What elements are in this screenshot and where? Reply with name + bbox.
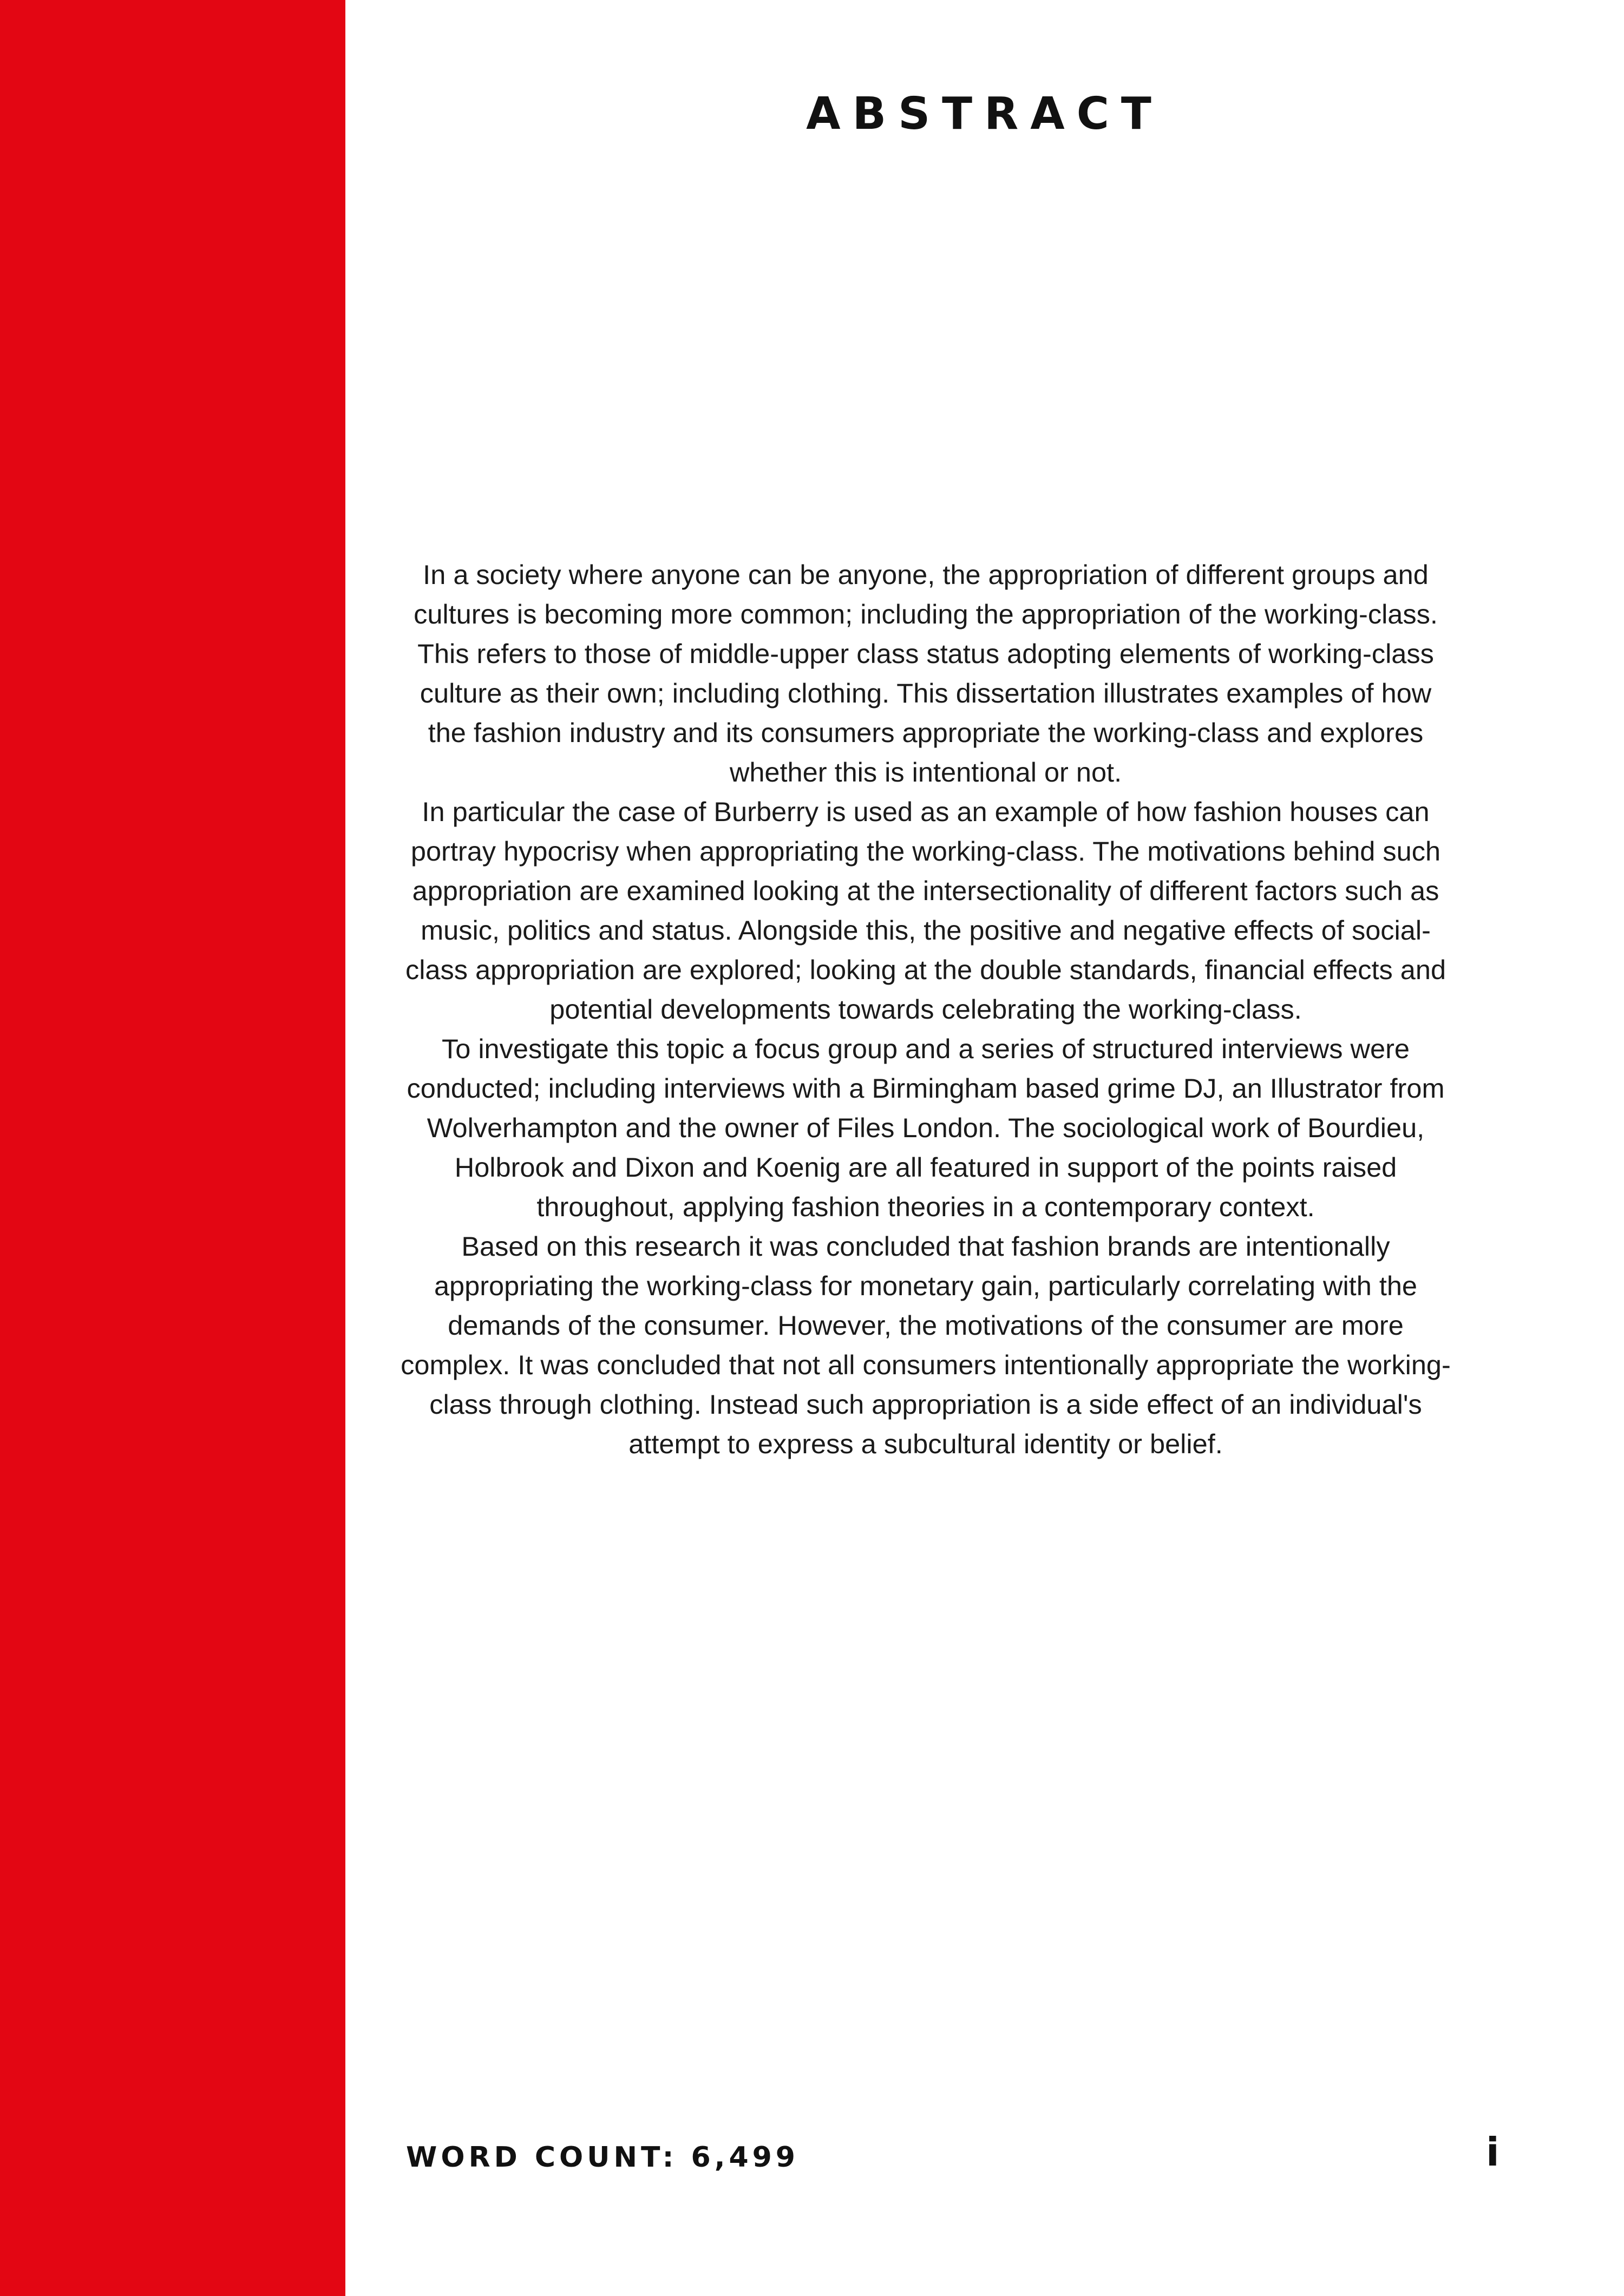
abstract-paragraph-conclusion: Based on this research it was concluded that fashion brands are intentionally appropriating the working-class for monetary gain, particularly correlating with the demands of the consumer. However, the motivations of the consumer are more complex. It was concluded that not all consumers intentionally appropriate the working-class through clothing. Instead such appropriation is a side effect of an individual's attempt to express a subcultural identity or belief.	[401, 1231, 1451, 1459]
red-side-bar	[0, 0, 345, 2296]
abstract-body	[401, 555, 1451, 1464]
page-title: ABSTRACT	[806, 88, 1163, 140]
abstract-paragraph-intro: In a society where anyone can be anyone, the appropriation of different groups and cultures is becoming more common; including the appropriation of the working-class. This refers to those of middle-upper class status adopting elements of working-class culture as their own; including clothing. This dissertation illustrates examples of how the fashion industry and its consumers appropriate the working-class and explores whether this is intentional or not.	[414, 559, 1438, 788]
word-count: WORD COUNT: 6,499	[406, 2141, 799, 2174]
abstract-paragraph-burberry: In particular the case of Burberry is used as an example of how fashion houses can portray hypocrisy when appropriating the working-class. The motivations behind such appropriation are examined looking at the intersectionality of different factors such as music, politics and status. Alongside this, the positive and negative effects of social-class appropriation are explored; looking at the double standards, financial effects and potential developments towards celebrating the working-class.	[405, 796, 1446, 1025]
page-number: i	[1486, 2129, 1499, 2175]
abstract-paragraph-method: To investigate this topic a focus group and a series of structured interviews were conducted; including interviews with a Birmingham based grime DJ, an Illustrator from Wolverhampton and the owner of Files London. The sociological work of Bourdieu, Holbrook and Dixon and Koenig are all featured in support of the points raised throughout, applying fashion theories in a contemporary context.	[407, 1033, 1445, 1222]
